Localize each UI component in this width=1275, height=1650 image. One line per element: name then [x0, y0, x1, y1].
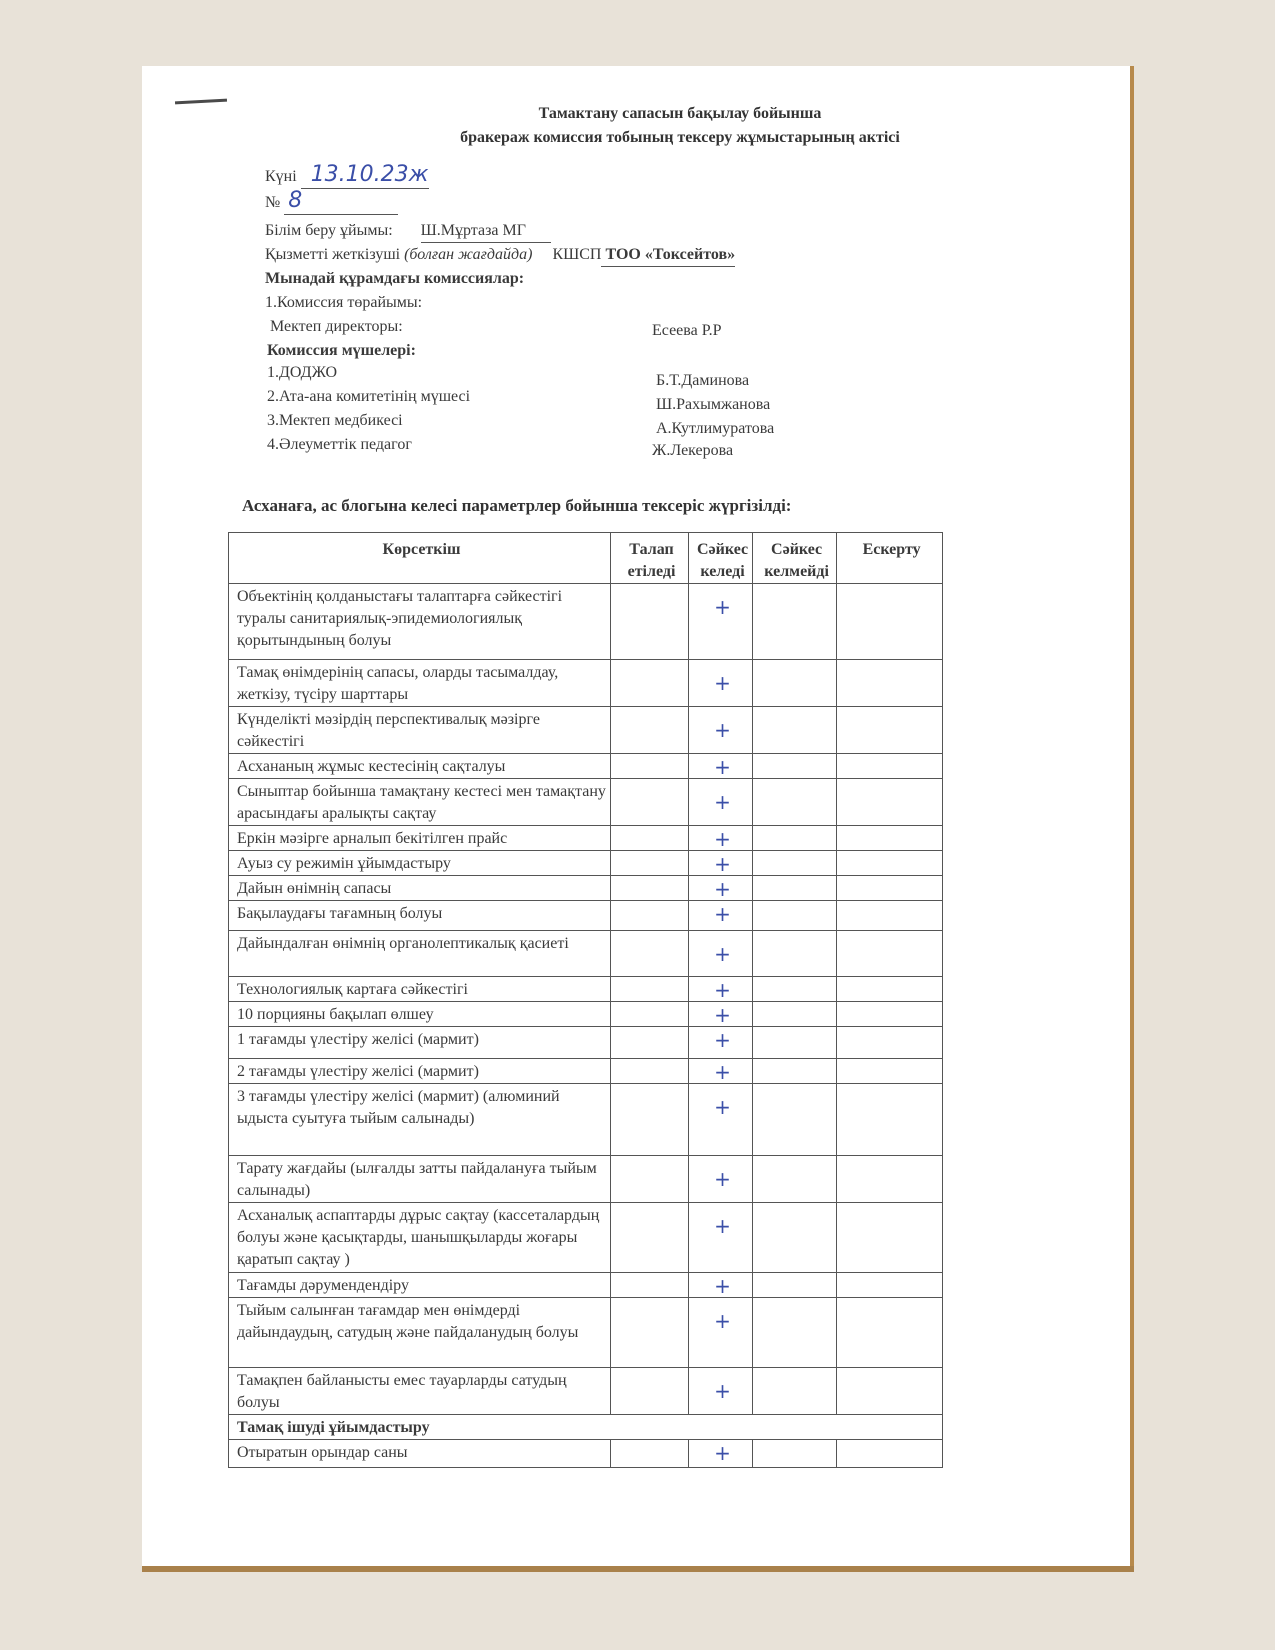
note-cell	[837, 977, 943, 1002]
director-label: Мектеп директоры:	[270, 318, 403, 335]
required-cell	[611, 876, 689, 901]
indicator-cell	[229, 977, 611, 1002]
indicator-text: Технологиялық картаға сәйкестігі	[237, 981, 468, 998]
indicator-text: Асхананың жұмыс кестесінің сақталуы	[237, 758, 506, 775]
indicator-cell	[229, 1440, 611, 1468]
compliant-cell	[689, 1273, 753, 1298]
noncompliant-cell	[753, 1273, 837, 1298]
supplier-value: ТОО «Токсейтов»	[601, 244, 735, 267]
indicator-cell	[229, 1059, 611, 1084]
indicator-text: Еркін мәзірге арналып бекітілген прайс	[237, 830, 508, 847]
check-mark: +	[714, 1214, 731, 1238]
indicator-cell	[229, 901, 611, 931]
required-cell	[611, 977, 689, 1002]
noncompliant-cell	[753, 977, 837, 1002]
table-row	[229, 1203, 943, 1273]
required-cell	[611, 707, 689, 754]
noncompliant-cell	[753, 851, 837, 876]
member-role-4: 4.Әлеуметтік педагог	[267, 436, 412, 453]
indicator-text: Сыныптар бойынша тамақтану кестесі мен тамақтану арасындағы аралықты сақтау	[237, 783, 606, 822]
required-cell	[611, 584, 689, 660]
check-mark: +	[714, 942, 731, 966]
indicator-text: Тамақ өнімдерінің сапасы, оларды тасымалдау, жеткізу, түсіру шарттары	[237, 664, 559, 703]
header-compliant: Сәйкес келеді	[689, 533, 753, 584]
table-row	[229, 1273, 943, 1298]
compliant-cell	[689, 826, 753, 851]
check-mark: +	[714, 1028, 731, 1052]
indicator-text: Ауыз су режимін ұйымдастыру	[237, 855, 451, 872]
note-cell	[837, 901, 943, 931]
chair-label: 1.Комиссия төрайымы:	[265, 294, 423, 311]
table-section-row	[229, 1415, 943, 1440]
note-cell	[837, 754, 943, 779]
noncompliant-cell	[753, 660, 837, 707]
check-mark: +	[714, 1095, 731, 1119]
required-cell	[611, 1084, 689, 1156]
indicator-text: 2 тағамды үлестіру желісі (мармит)	[237, 1063, 479, 1080]
indicator-text: 1 тағамды үлестіру желісі (мармит)	[237, 1031, 479, 1048]
org-line	[265, 220, 551, 243]
indicator-cell	[229, 754, 611, 779]
check-mark: +	[714, 1309, 731, 1333]
note-cell	[837, 826, 943, 851]
compliant-cell	[689, 1298, 753, 1368]
table-header-row	[229, 533, 943, 584]
indicator-cell	[229, 931, 611, 977]
member-name-3: А.Кутлимуратова	[656, 420, 775, 437]
note-cell	[837, 931, 943, 977]
indicator-cell	[229, 660, 611, 707]
table-row	[229, 754, 943, 779]
note-cell	[837, 1002, 943, 1027]
compliant-cell	[689, 931, 753, 977]
indicator-text: Бақылаудағы тағамның болуы	[237, 905, 443, 922]
table-row	[229, 931, 943, 977]
indicator-text: 10 порцияны бақылап өлшеу	[237, 1006, 434, 1023]
indicator-cell	[229, 779, 611, 826]
compliant-cell	[689, 1368, 753, 1415]
compliant-cell	[689, 901, 753, 931]
noncompliant-cell	[753, 1002, 837, 1027]
table-row	[229, 901, 943, 931]
noncompliant-cell	[753, 1156, 837, 1203]
table-row	[229, 779, 943, 826]
required-cell	[611, 851, 689, 876]
required-cell	[611, 826, 689, 851]
noncompliant-cell	[753, 1203, 837, 1273]
table-row	[229, 1059, 943, 1084]
page-edge-right	[1130, 66, 1134, 1566]
number-value: 8	[288, 188, 303, 213]
compliant-cell	[689, 1203, 753, 1273]
check-mark: +	[714, 755, 731, 779]
check-mark: +	[714, 852, 731, 876]
compliant-cell	[689, 779, 753, 826]
note-cell	[837, 876, 943, 901]
indicator-cell	[229, 1027, 611, 1059]
title-line-1: Тамактану сапасын бақылау бойынша	[538, 105, 822, 122]
title-line-2: бракераж комиссия тобының тексеру жұмыстарының актісі	[460, 129, 900, 146]
indicator-cell	[229, 826, 611, 851]
note-cell	[837, 584, 943, 660]
noncompliant-cell	[753, 779, 837, 826]
header-noncompliant: Сәйкес келмейді	[753, 533, 837, 584]
table-row	[229, 707, 943, 754]
member-name-4: Ж.Лекерова	[652, 442, 734, 459]
document-title	[230, 102, 1130, 150]
compliant-cell	[689, 851, 753, 876]
compliant-cell	[689, 1440, 753, 1468]
compliant-cell	[689, 1027, 753, 1059]
note-cell	[837, 1084, 943, 1156]
noncompliant-cell	[753, 1027, 837, 1059]
indicator-text: Тарату жағдайы (ылғалды затты пайдалануға тыйым салынады)	[237, 1160, 597, 1199]
commission-heading: Мынадай құрамдағы комиссиялар:	[265, 270, 525, 287]
indicator-cell	[229, 707, 611, 754]
director-name: Есеева Р.Р	[652, 322, 722, 339]
supplier-line	[265, 244, 735, 267]
org-label: Білім беру ұйымы:	[265, 222, 393, 239]
compliant-cell	[689, 754, 753, 779]
note-cell	[837, 660, 943, 707]
table-row	[229, 1027, 943, 1059]
noncompliant-cell	[753, 754, 837, 779]
indicator-text: Тамақпен байланысты емес тауарларды сатудың болуы	[237, 1372, 567, 1411]
table-row	[229, 1298, 943, 1368]
date-label: Күні	[265, 168, 297, 185]
note-cell	[837, 1156, 943, 1203]
note-cell	[837, 1027, 943, 1059]
check-mark: +	[714, 1379, 731, 1403]
noncompliant-cell	[753, 1298, 837, 1368]
indicator-cell	[229, 876, 611, 901]
compliant-cell	[689, 1002, 753, 1027]
required-cell	[611, 931, 689, 977]
note-cell	[837, 779, 943, 826]
indicator-cell	[229, 851, 611, 876]
note-cell	[837, 707, 943, 754]
noncompliant-cell	[753, 826, 837, 851]
check-mark: +	[714, 595, 731, 619]
indicator-text: Отыратын орындар саны	[237, 1444, 408, 1461]
table-row	[229, 1368, 943, 1415]
required-cell	[611, 779, 689, 826]
compliant-cell	[689, 1084, 753, 1156]
check-mark: +	[714, 1003, 731, 1027]
indicator-cell	[229, 1002, 611, 1027]
indicator-text: 3 тағамды үлестіру желісі (мармит) (алюминий ыдыста суытуға тыйым салынады)	[237, 1088, 560, 1127]
required-cell	[611, 754, 689, 779]
required-cell	[611, 1156, 689, 1203]
header-note: Ескерту	[837, 533, 943, 584]
noncompliant-cell	[753, 1368, 837, 1415]
supplier-note: (болған жағдайда)	[404, 246, 533, 263]
required-cell	[611, 1002, 689, 1027]
table-row	[229, 851, 943, 876]
members-heading: Комиссия мүшелері:	[267, 342, 416, 359]
member-name-2: Ш.Рахымжанова	[656, 396, 771, 413]
supplier-prefix: КШСП	[552, 246, 602, 263]
check-mark: +	[714, 1060, 731, 1084]
check-mark: +	[714, 978, 731, 1002]
note-cell	[837, 851, 943, 876]
compliant-cell	[689, 876, 753, 901]
required-cell	[611, 1027, 689, 1059]
date-value: 13.10.23ж	[310, 162, 429, 187]
indicator-text: Объектінің қолданыстағы талаптарға сәйкестігі туралы санитариялық-эпидемиологиялық қорытындының болуы	[237, 588, 563, 649]
noncompliant-cell	[753, 1059, 837, 1084]
indicator-text: Тыйым салынған тағамдар мен өнімдерді дайындаудың, сатудың және пайдаланудың болуы	[237, 1302, 579, 1341]
table-row	[229, 826, 943, 851]
note-cell	[837, 1273, 943, 1298]
member-role-2: 2.Ата-ана комитетінің мүшесі	[267, 388, 471, 405]
noncompliant-cell	[753, 901, 837, 931]
table-row	[229, 660, 943, 707]
noncompliant-cell	[753, 1440, 837, 1468]
noncompliant-cell	[753, 1084, 837, 1156]
check-mark: +	[714, 1167, 731, 1191]
header-required: Талап етіледі	[611, 533, 689, 584]
table-row	[229, 1002, 943, 1027]
required-cell	[611, 1059, 689, 1084]
noncompliant-cell	[753, 584, 837, 660]
section-heading: Асханаға, ас блогына келесі параметрлер бойынша тексеріс жүргізілді:	[242, 496, 792, 515]
compliant-cell	[689, 707, 753, 754]
indicator-cell	[229, 1084, 611, 1156]
check-mark: +	[714, 877, 731, 901]
check-mark: +	[714, 790, 731, 814]
number-label: №	[265, 194, 281, 211]
required-cell	[611, 901, 689, 931]
note-cell	[837, 1059, 943, 1084]
indicator-text: Дайындалған өнімнің органолептикалық қасиеті	[237, 935, 569, 952]
required-cell	[611, 1273, 689, 1298]
table-row	[229, 1084, 943, 1156]
indicator-text: Асханалық аспаптарды дұрыс сақтау (кассеталардың болуы және қасықтарды, шанышқыларды жоғары қаратып сақтау )	[237, 1207, 600, 1268]
check-mark: +	[714, 1274, 731, 1298]
number-line	[265, 190, 398, 215]
note-cell	[837, 1368, 943, 1415]
note-cell	[837, 1203, 943, 1273]
required-cell	[611, 1203, 689, 1273]
inspection-table	[228, 532, 943, 1468]
noncompliant-cell	[753, 707, 837, 754]
table-row	[229, 876, 943, 901]
indicator-cell	[229, 1298, 611, 1368]
note-cell	[837, 1440, 943, 1468]
check-mark: +	[714, 718, 731, 742]
indicator-cell	[229, 584, 611, 660]
note-cell	[837, 1298, 943, 1368]
member-role-1: 1.ДОДЖО	[267, 364, 338, 381]
header-indicator: Көрсеткіш	[229, 533, 611, 584]
supplier-label: Қызметті жеткізуші	[265, 246, 401, 263]
indicator-text: Тағамды дәрумендендіру	[237, 1277, 409, 1294]
indicator-cell	[229, 1273, 611, 1298]
compliant-cell	[689, 977, 753, 1002]
table-row	[229, 1440, 943, 1468]
noncompliant-cell	[753, 931, 837, 977]
required-cell	[611, 1368, 689, 1415]
check-mark: +	[714, 902, 731, 926]
member-name-1: Б.Т.Даминова	[656, 372, 750, 389]
table-row	[229, 1156, 943, 1203]
page-edge-bottom	[142, 1566, 1134, 1572]
table-row	[229, 977, 943, 1002]
check-mark: +	[714, 827, 731, 851]
indicator-text: Дайын өнімнің сапасы	[237, 880, 392, 897]
check-mark: +	[714, 1441, 731, 1465]
org-value: Ш.Мұртаза МГ	[421, 220, 551, 243]
compliant-cell	[689, 584, 753, 660]
compliant-cell	[689, 660, 753, 707]
indicator-text: Күнделікті мәзірдің перспективалық мәзірге сәйкестігі	[237, 711, 540, 750]
required-cell	[611, 1298, 689, 1368]
noncompliant-cell	[753, 876, 837, 901]
required-cell	[611, 1440, 689, 1468]
member-role-3: 3.Мектеп медбикесі	[267, 412, 403, 429]
compliant-cell	[689, 1059, 753, 1084]
required-cell	[611, 660, 689, 707]
section-row-label: Тамақ ішуді ұйымдастыру	[229, 1415, 943, 1440]
compliant-cell	[689, 1156, 753, 1203]
indicator-cell	[229, 1203, 611, 1273]
table-row	[229, 584, 943, 660]
indicator-cell	[229, 1156, 611, 1203]
indicator-cell	[229, 1368, 611, 1415]
date-line	[265, 164, 429, 189]
check-mark: +	[714, 671, 731, 695]
